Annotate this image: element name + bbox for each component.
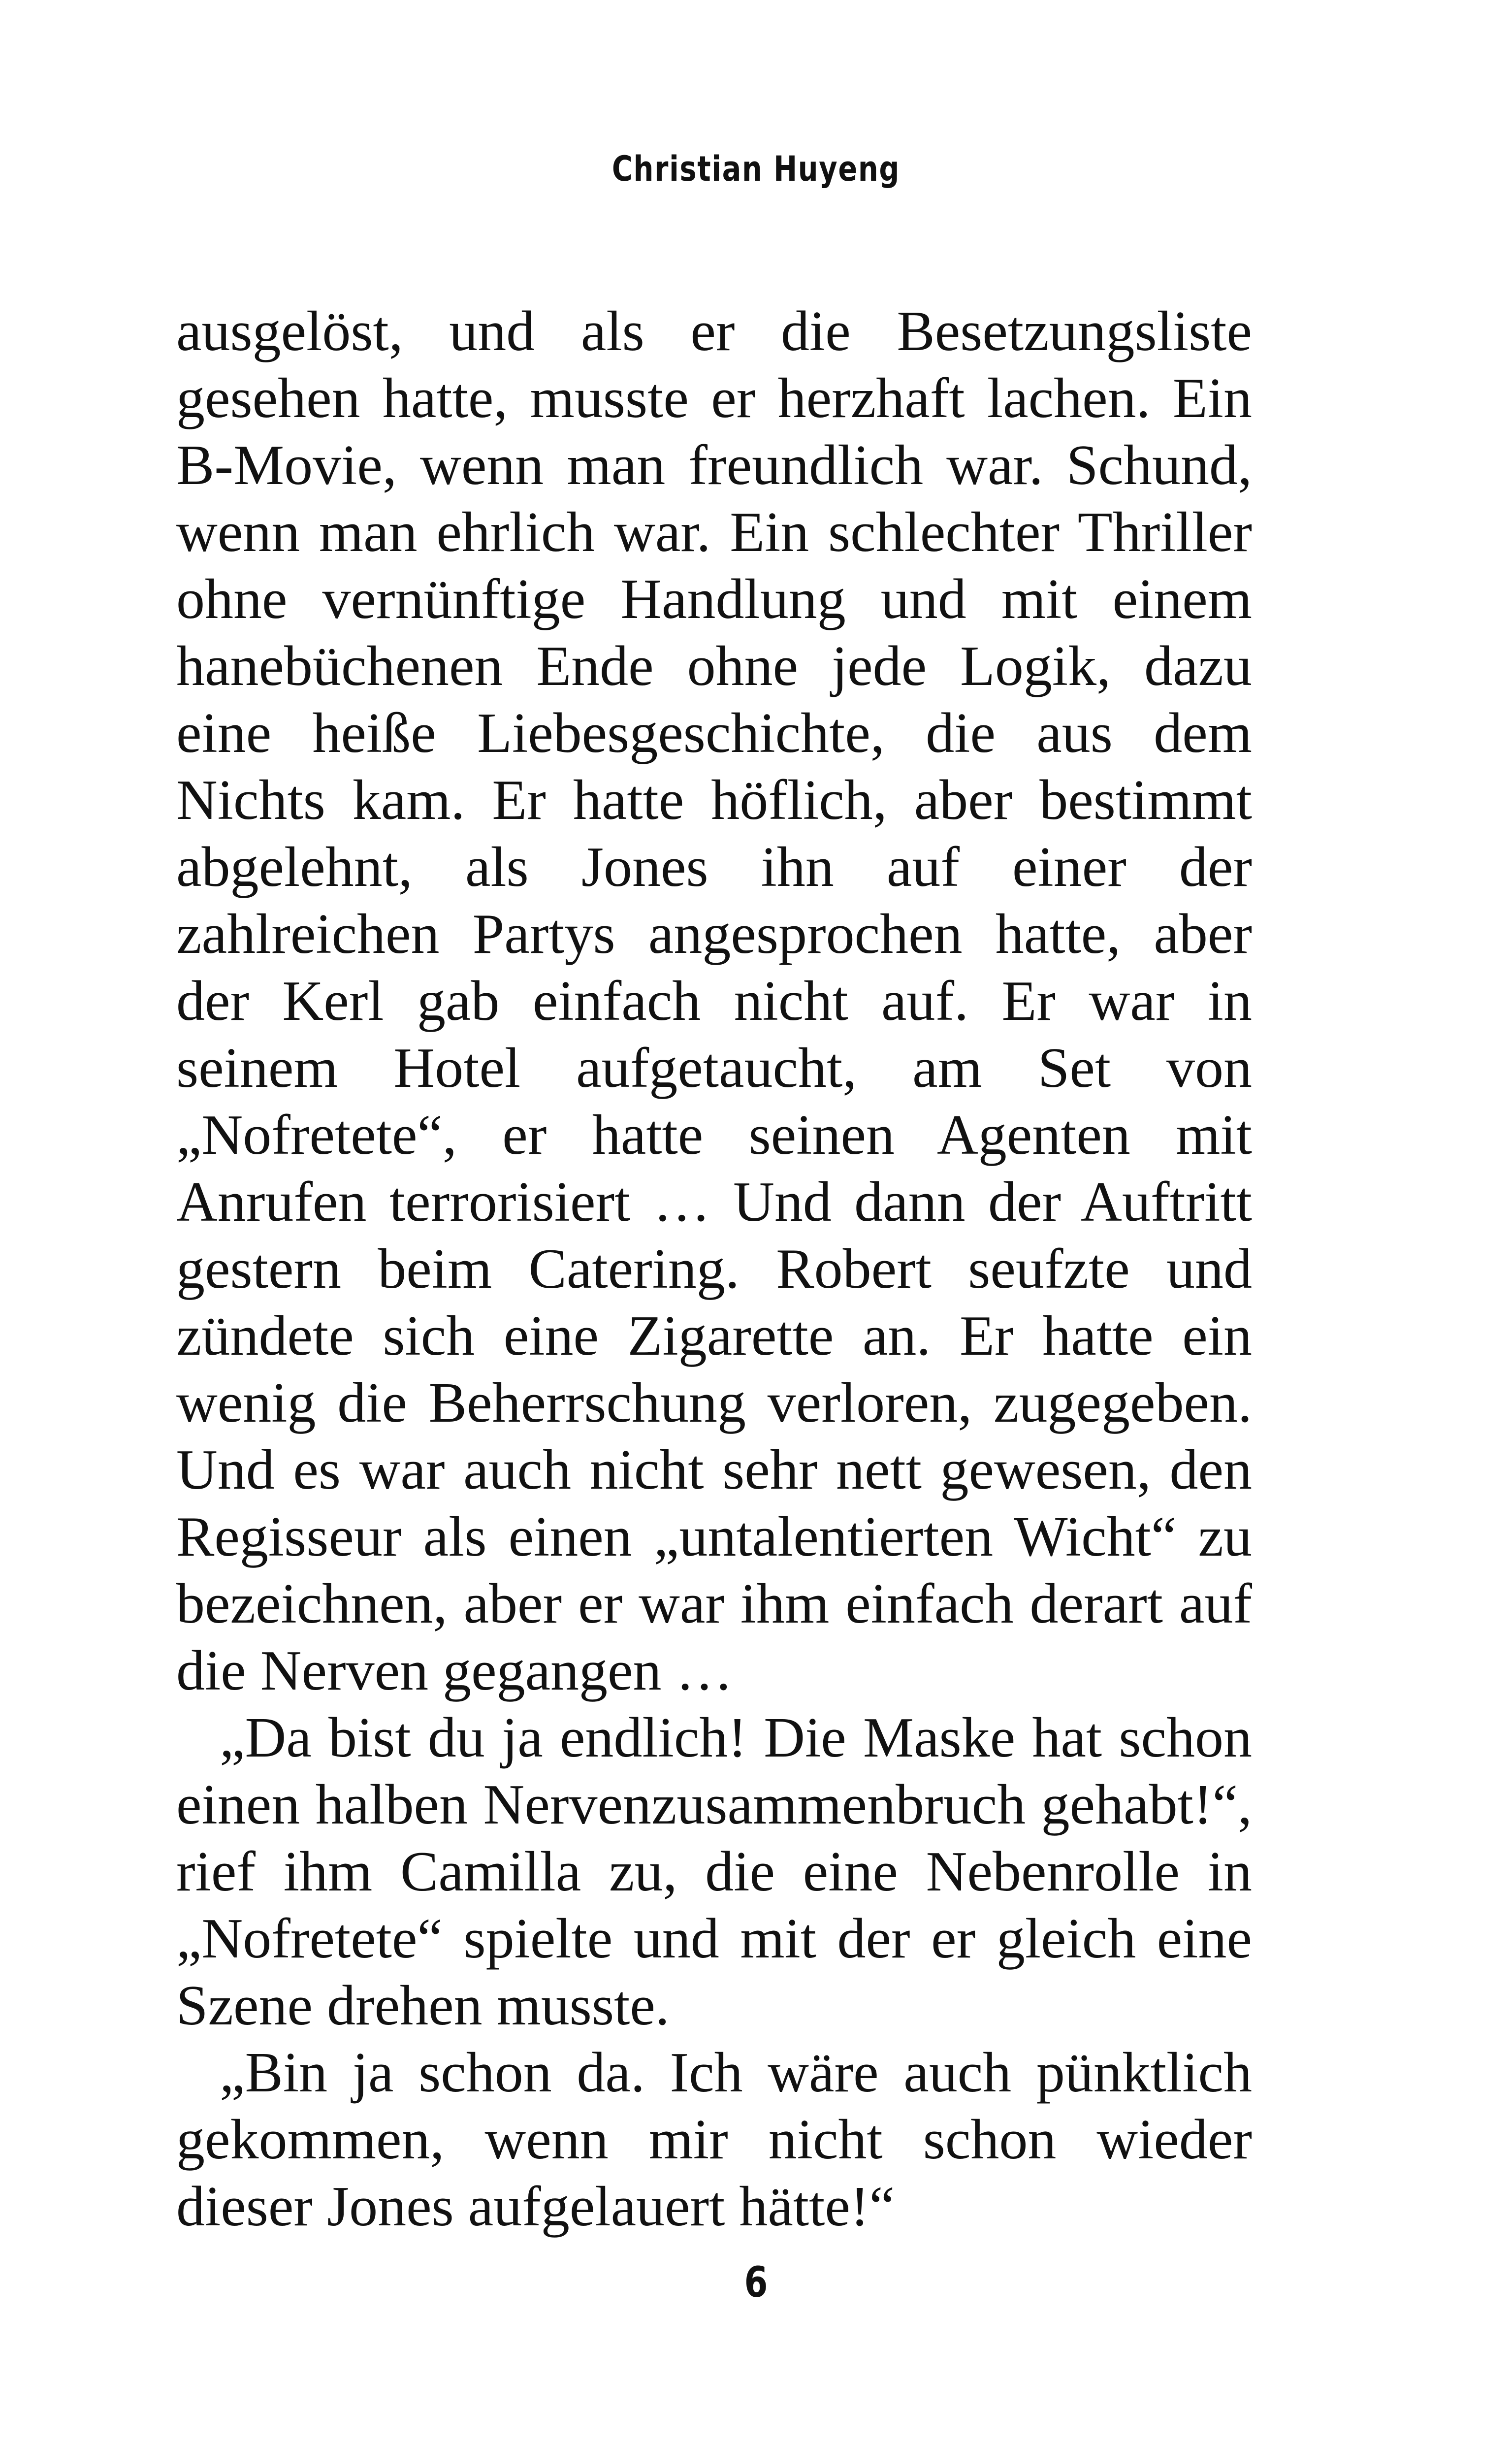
paragraph-1: ausgelöst, und als er die Besetzungsliste gesehen hatte, musste er herzhaft lachen. Ein B-Movie, wenn man freundlich war. Schund, wenn man ehrlich war. Ein schlechter Thriller ohne vernünftige Handlung und mit einem hanebüchenen Ende ohne jede Logik, dazu eine heiße Liebesgeschichte, die aus dem Nichts kam. Er hatte höflich, aber bestimmt abgelehnt, als Jones ihn auf einer der zahlreichen Partys angesprochen hatte, aber der Kerl gab einfach nicht auf. Er war in seinem Hotel aufgetaucht, am Set von „Nofretete“, er hatte seinen Agenten mit Anrufen terrorisiert … Und dann der Auftritt gestern beim Catering. Robert seufzte und zündete sich eine Zigarette an. Er hatte ein wenig die Beherrschung verloren, zugegeben. Und es war auch nicht sehr nett gewesen, den Regisseur als einen „untalentierten Wicht“ zu bezeichnen, aber er war ihm einfach derart auf die Nerven gegangen …: [176, 300, 1252, 1702]
running-header-author: Christian Huyeng: [611, 149, 901, 189]
body-text: [176, 298, 1252, 2240]
page-number: 6: [744, 2258, 768, 2307]
paragraph-2: „Da bist du ja endlich! Die Maske hat schon einen halben Nervenzusammenbruch gehabt!“, rief ihm Camilla zu, die eine Nebenrolle in „Nofretete“ spielte und mit der er gleich eine Szene drehen musste.: [176, 1706, 1252, 2037]
paragraph-3: „Bin ja schon da. Ich wäre auch pünktlich gekommen, wenn mir nicht schon wieder dieser Jones aufgelauert hätte!“: [176, 2041, 1252, 2238]
